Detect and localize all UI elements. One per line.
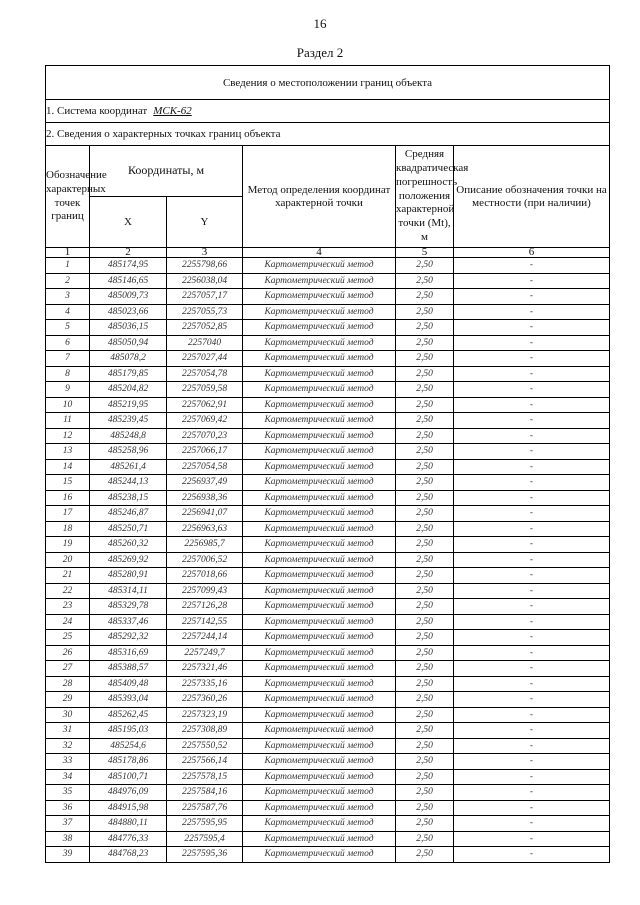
cell-x: 485409,48 [90, 676, 167, 692]
cell-description: - [454, 289, 610, 305]
cell-point-number: 20 [46, 552, 90, 568]
table-row [46, 304, 610, 320]
cell-method: Картометрический метод [243, 320, 396, 336]
cell-y: 2257587,76 [167, 800, 243, 816]
cell-x: 485260,32 [90, 537, 167, 553]
cell-method: Картометрический метод [243, 428, 396, 444]
cell-description: - [454, 320, 610, 336]
cell-point-number: 12 [46, 428, 90, 444]
table-row [46, 816, 610, 832]
cell-precision: 2,50 [396, 258, 454, 274]
cell-point-number: 19 [46, 537, 90, 553]
cell-precision: 2,50 [396, 475, 454, 491]
cell-x: 485179,85 [90, 366, 167, 382]
cell-method: Картометрический метод [243, 785, 396, 801]
cell-method: Картометрический метод [243, 273, 396, 289]
cell-point-number: 30 [46, 707, 90, 723]
table-row [46, 537, 610, 553]
cell-point-number: 8 [46, 366, 90, 382]
cell-point-number: 15 [46, 475, 90, 491]
cell-method: Картометрический метод [243, 289, 396, 305]
cell-method: Картометрический метод [243, 645, 396, 661]
cell-description: - [454, 630, 610, 646]
cell-description: - [454, 614, 610, 630]
cell-description: - [454, 676, 610, 692]
table-row [46, 847, 610, 863]
cell-y: 2257566,14 [167, 754, 243, 770]
cell-precision: 2,50 [396, 506, 454, 522]
cell-x: 484880,11 [90, 816, 167, 832]
cell-description: - [454, 475, 610, 491]
table-row [46, 707, 610, 723]
table-row [46, 831, 610, 847]
cell-x: 485314,11 [90, 583, 167, 599]
cell-description: - [454, 351, 610, 367]
cell-method: Картометрический метод [243, 661, 396, 677]
cell-method: Картометрический метод [243, 692, 396, 708]
cell-precision: 2,50 [396, 754, 454, 770]
header-description: Описание обозначения точки на местности (при наличии) [454, 146, 610, 248]
cell-y: 2257054,78 [167, 366, 243, 382]
coordinate-system-label: 1. Система координат [46, 105, 148, 117]
header-coordinates: Координаты, м [90, 146, 243, 197]
table-row [46, 645, 610, 661]
header-x: X [90, 197, 167, 248]
cell-precision: 2,50 [396, 676, 454, 692]
cell-x: 485009,73 [90, 289, 167, 305]
cell-point-number: 24 [46, 614, 90, 630]
cell-y: 2257550,52 [167, 738, 243, 754]
cell-description: - [454, 537, 610, 553]
cell-x: 485238,15 [90, 490, 167, 506]
cell-y: 2257070,23 [167, 428, 243, 444]
cell-point-number: 13 [46, 444, 90, 460]
cell-y: 2255798,66 [167, 258, 243, 274]
cell-y: 2257584,16 [167, 785, 243, 801]
cell-method: Картометрический метод [243, 769, 396, 785]
cell-y: 2257126,28 [167, 599, 243, 615]
table-row [46, 552, 610, 568]
cell-description: - [454, 754, 610, 770]
cell-method: Картометрический метод [243, 521, 396, 537]
cell-y: 2257321,46 [167, 661, 243, 677]
cell-y: 2257018,66 [167, 568, 243, 584]
cell-precision: 2,50 [396, 816, 454, 832]
cell-x: 485261,4 [90, 459, 167, 475]
cell-y: 2257249,7 [167, 645, 243, 661]
cell-x: 484915,98 [90, 800, 167, 816]
cell-x: 485246,87 [90, 506, 167, 522]
table-row [46, 335, 610, 351]
cell-point-number: 31 [46, 723, 90, 739]
cell-description: - [454, 413, 610, 429]
cell-description: - [454, 273, 610, 289]
cell-method: Картометрический метод [243, 831, 396, 847]
cell-point-number: 39 [46, 847, 90, 863]
cell-x: 485262,45 [90, 707, 167, 723]
table-row [46, 444, 610, 460]
cell-description: - [454, 258, 610, 274]
column-number: 3 [167, 248, 243, 258]
cell-precision: 2,50 [396, 490, 454, 506]
cell-x: 485036,15 [90, 320, 167, 336]
table-row [46, 661, 610, 677]
cell-y: 2257006,52 [167, 552, 243, 568]
cell-x: 485050,94 [90, 335, 167, 351]
cell-y: 2257142,55 [167, 614, 243, 630]
cell-x: 485388,57 [90, 661, 167, 677]
cell-precision: 2,50 [396, 831, 454, 847]
cell-x: 485393,04 [90, 692, 167, 708]
cell-method: Картометрический метод [243, 475, 396, 491]
table-row [46, 583, 610, 599]
cell-x: 485239,45 [90, 413, 167, 429]
cell-method: Картометрический метод [243, 800, 396, 816]
points-section-label: 2. Сведения о характерных точках границ объекта [46, 123, 610, 146]
cell-point-number: 1 [46, 258, 90, 274]
table-row [46, 630, 610, 646]
cell-y: 2257057,17 [167, 289, 243, 305]
cell-x: 485219,95 [90, 397, 167, 413]
table-row [46, 428, 610, 444]
cell-point-number: 21 [46, 568, 90, 584]
cell-method: Картометрический метод [243, 816, 396, 832]
table-row [46, 397, 610, 413]
cell-point-number: 29 [46, 692, 90, 708]
cell-y: 2257308,89 [167, 723, 243, 739]
cell-description: - [454, 335, 610, 351]
cell-y: 2256985,7 [167, 537, 243, 553]
cell-precision: 2,50 [396, 785, 454, 801]
cell-description: - [454, 366, 610, 382]
cell-description: - [454, 397, 610, 413]
cell-method: Картометрический метод [243, 568, 396, 584]
cell-x: 484976,09 [90, 785, 167, 801]
table-row [46, 738, 610, 754]
cell-description: - [454, 661, 610, 677]
table-row [46, 676, 610, 692]
cell-description: - [454, 583, 610, 599]
cell-y: 2257578,15 [167, 769, 243, 785]
cell-description: - [454, 490, 610, 506]
cell-precision: 2,50 [396, 335, 454, 351]
cell-point-number: 35 [46, 785, 90, 801]
cell-point-number: 33 [46, 754, 90, 770]
cell-description: - [454, 769, 610, 785]
cell-method: Картометрический метод [243, 382, 396, 398]
cell-method: Картометрический метод [243, 444, 396, 460]
cell-point-number: 3 [46, 289, 90, 305]
cell-precision: 2,50 [396, 630, 454, 646]
cell-y: 2257595,4 [167, 831, 243, 847]
coordinate-system-row [46, 100, 610, 123]
cell-point-number: 4 [46, 304, 90, 320]
cell-point-number: 14 [46, 459, 90, 475]
cell-precision: 2,50 [396, 769, 454, 785]
cell-method: Картометрический метод [243, 258, 396, 274]
cell-point-number: 38 [46, 831, 90, 847]
cell-description: - [454, 707, 610, 723]
header-precision: Средняя квадратическая погрешность положения характерной точки (Mt), м [396, 146, 454, 248]
cell-point-number: 11 [46, 413, 90, 429]
cell-description: - [454, 521, 610, 537]
cell-description: - [454, 304, 610, 320]
column-number: 1 [46, 248, 90, 258]
cell-x: 485204,82 [90, 382, 167, 398]
cell-precision: 2,50 [396, 521, 454, 537]
cell-x: 485329,78 [90, 599, 167, 615]
cell-y: 2256941,07 [167, 506, 243, 522]
cell-point-number: 27 [46, 661, 90, 677]
cell-point-number: 2 [46, 273, 90, 289]
cell-precision: 2,50 [396, 847, 454, 863]
cell-description: - [454, 382, 610, 398]
coordinate-system-value: МСК-62 [153, 105, 192, 117]
page-number: 16 [313, 16, 327, 31]
table-row [46, 614, 610, 630]
cell-method: Картометрический метод [243, 847, 396, 863]
cell-method: Картометрический метод [243, 754, 396, 770]
cell-precision: 2,50 [396, 723, 454, 739]
cell-point-number: 6 [46, 335, 90, 351]
cell-method: Картометрический метод [243, 366, 396, 382]
cell-method: Картометрический метод [243, 723, 396, 739]
cell-precision: 2,50 [396, 614, 454, 630]
cell-y: 2257059,58 [167, 382, 243, 398]
cell-y: 2257054,58 [167, 459, 243, 475]
table-row [46, 366, 610, 382]
table-row [46, 382, 610, 398]
cell-point-number: 9 [46, 382, 90, 398]
cell-method: Картометрический метод [243, 583, 396, 599]
table-row [46, 599, 610, 615]
cell-method: Картометрический метод [243, 397, 396, 413]
cell-precision: 2,50 [396, 289, 454, 305]
header-method: Метод определения координат характерной точки [243, 146, 396, 248]
cell-y: 2257066,17 [167, 444, 243, 460]
cell-precision: 2,50 [396, 351, 454, 367]
cell-x: 485195,03 [90, 723, 167, 739]
table-row [46, 413, 610, 429]
table-row [46, 800, 610, 816]
cell-point-number: 23 [46, 599, 90, 615]
cell-y: 2257052,85 [167, 320, 243, 336]
table-row [46, 273, 610, 289]
cell-description: - [454, 738, 610, 754]
cell-point-number: 5 [46, 320, 90, 336]
table-row [46, 521, 610, 537]
cell-point-number: 26 [46, 645, 90, 661]
table-row [46, 754, 610, 770]
cell-point-number: 34 [46, 769, 90, 785]
cell-precision: 2,50 [396, 382, 454, 398]
column-number: 6 [454, 248, 610, 258]
table-row [46, 320, 610, 336]
boundary-table [45, 65, 610, 863]
cell-x: 484768,23 [90, 847, 167, 863]
table-title: Сведения о местоположении границ объекта [46, 66, 610, 100]
cell-precision: 2,50 [396, 800, 454, 816]
cell-precision: 2,50 [396, 459, 454, 475]
cell-precision: 2,50 [396, 583, 454, 599]
cell-precision: 2,50 [396, 645, 454, 661]
cell-y: 2257335,16 [167, 676, 243, 692]
cell-precision: 2,50 [396, 366, 454, 382]
cell-method: Картометрический метод [243, 413, 396, 429]
table-row [46, 459, 610, 475]
table-row [46, 785, 610, 801]
column-numbers-row [46, 248, 610, 258]
cell-point-number: 32 [46, 738, 90, 754]
cell-point-number: 18 [46, 521, 90, 537]
cell-x: 485280,91 [90, 568, 167, 584]
cell-y: 2257244,14 [167, 630, 243, 646]
cell-y: 2256937,49 [167, 475, 243, 491]
cell-x: 485078,2 [90, 351, 167, 367]
cell-y: 2257323,19 [167, 707, 243, 723]
table-row [46, 475, 610, 491]
cell-x: 485269,92 [90, 552, 167, 568]
cell-y: 2257055,73 [167, 304, 243, 320]
cell-description: - [454, 506, 610, 522]
cell-x: 485174,95 [90, 258, 167, 274]
cell-x: 485248,8 [90, 428, 167, 444]
cell-method: Картометрический метод [243, 738, 396, 754]
cell-x: 485254,6 [90, 738, 167, 754]
cell-method: Картометрический метод [243, 335, 396, 351]
cell-description: - [454, 459, 610, 475]
table-row [46, 568, 610, 584]
cell-precision: 2,50 [396, 661, 454, 677]
cell-method: Картометрический метод [243, 490, 396, 506]
points-body [46, 258, 610, 863]
header-y: Y [167, 197, 243, 248]
cell-x: 484776,33 [90, 831, 167, 847]
cell-precision: 2,50 [396, 537, 454, 553]
cell-precision: 2,50 [396, 320, 454, 336]
cell-precision: 2,50 [396, 304, 454, 320]
table-row [46, 692, 610, 708]
table-row [46, 723, 610, 739]
cell-x: 485258,96 [90, 444, 167, 460]
cell-y: 2257595,36 [167, 847, 243, 863]
cell-description: - [454, 568, 610, 584]
cell-point-number: 28 [46, 676, 90, 692]
cell-precision: 2,50 [396, 413, 454, 429]
cell-x: 485292,32 [90, 630, 167, 646]
cell-method: Картометрический метод [243, 599, 396, 615]
cell-x: 485178,86 [90, 754, 167, 770]
cell-method: Картометрический метод [243, 676, 396, 692]
cell-y: 2256963,63 [167, 521, 243, 537]
cell-method: Картометрический метод [243, 537, 396, 553]
section-title: Раздел 2 [296, 45, 344, 60]
cell-description: - [454, 785, 610, 801]
cell-x: 485023,66 [90, 304, 167, 320]
cell-description: - [454, 800, 610, 816]
column-number: 5 [396, 248, 454, 258]
cell-point-number: 17 [46, 506, 90, 522]
table-row [46, 351, 610, 367]
cell-point-number: 36 [46, 800, 90, 816]
cell-y: 2257099,43 [167, 583, 243, 599]
column-number: 4 [243, 248, 396, 258]
cell-description: - [454, 847, 610, 863]
cell-x: 485337,46 [90, 614, 167, 630]
cell-y: 2256038,04 [167, 273, 243, 289]
cell-precision: 2,50 [396, 273, 454, 289]
cell-method: Картометрический метод [243, 630, 396, 646]
cell-method: Картометрический метод [243, 351, 396, 367]
cell-description: - [454, 831, 610, 847]
table-row [46, 258, 610, 274]
cell-y: 2257062,91 [167, 397, 243, 413]
cell-precision: 2,50 [396, 552, 454, 568]
cell-x: 485244,13 [90, 475, 167, 491]
cell-description: - [454, 723, 610, 739]
cell-point-number: 25 [46, 630, 90, 646]
cell-precision: 2,50 [396, 738, 454, 754]
cell-x: 485250,71 [90, 521, 167, 537]
table-row [46, 769, 610, 785]
table-row [46, 289, 610, 305]
cell-point-number: 10 [46, 397, 90, 413]
cell-y: 2257069,42 [167, 413, 243, 429]
cell-description: - [454, 692, 610, 708]
cell-x: 485316,69 [90, 645, 167, 661]
cell-point-number: 16 [46, 490, 90, 506]
cell-x: 485100,71 [90, 769, 167, 785]
cell-x: 485146,65 [90, 273, 167, 289]
cell-precision: 2,50 [396, 397, 454, 413]
cell-precision: 2,50 [396, 428, 454, 444]
header-point-designation: Обозначение характерных точек границ [46, 146, 90, 248]
cell-method: Картометрический метод [243, 614, 396, 630]
table-row [46, 506, 610, 522]
cell-y: 2257360,26 [167, 692, 243, 708]
cell-method: Картометрический метод [243, 459, 396, 475]
table-row [46, 490, 610, 506]
cell-precision: 2,50 [396, 707, 454, 723]
cell-precision: 2,50 [396, 599, 454, 615]
cell-precision: 2,50 [396, 692, 454, 708]
cell-y: 2257027,44 [167, 351, 243, 367]
cell-description: - [454, 645, 610, 661]
cell-description: - [454, 599, 610, 615]
cell-y: 2257040 [167, 335, 243, 351]
cell-precision: 2,50 [396, 444, 454, 460]
cell-method: Картометрический метод [243, 552, 396, 568]
cell-precision: 2,50 [396, 568, 454, 584]
cell-description: - [454, 444, 610, 460]
cell-point-number: 7 [46, 351, 90, 367]
cell-point-number: 22 [46, 583, 90, 599]
cell-point-number: 37 [46, 816, 90, 832]
cell-description: - [454, 428, 610, 444]
cell-method: Картометрический метод [243, 506, 396, 522]
cell-y: 2256938,36 [167, 490, 243, 506]
cell-y: 2257595,95 [167, 816, 243, 832]
cell-description: - [454, 816, 610, 832]
cell-description: - [454, 552, 610, 568]
column-number: 2 [90, 248, 167, 258]
cell-method: Картометрический метод [243, 707, 396, 723]
cell-method: Картометрический метод [243, 304, 396, 320]
